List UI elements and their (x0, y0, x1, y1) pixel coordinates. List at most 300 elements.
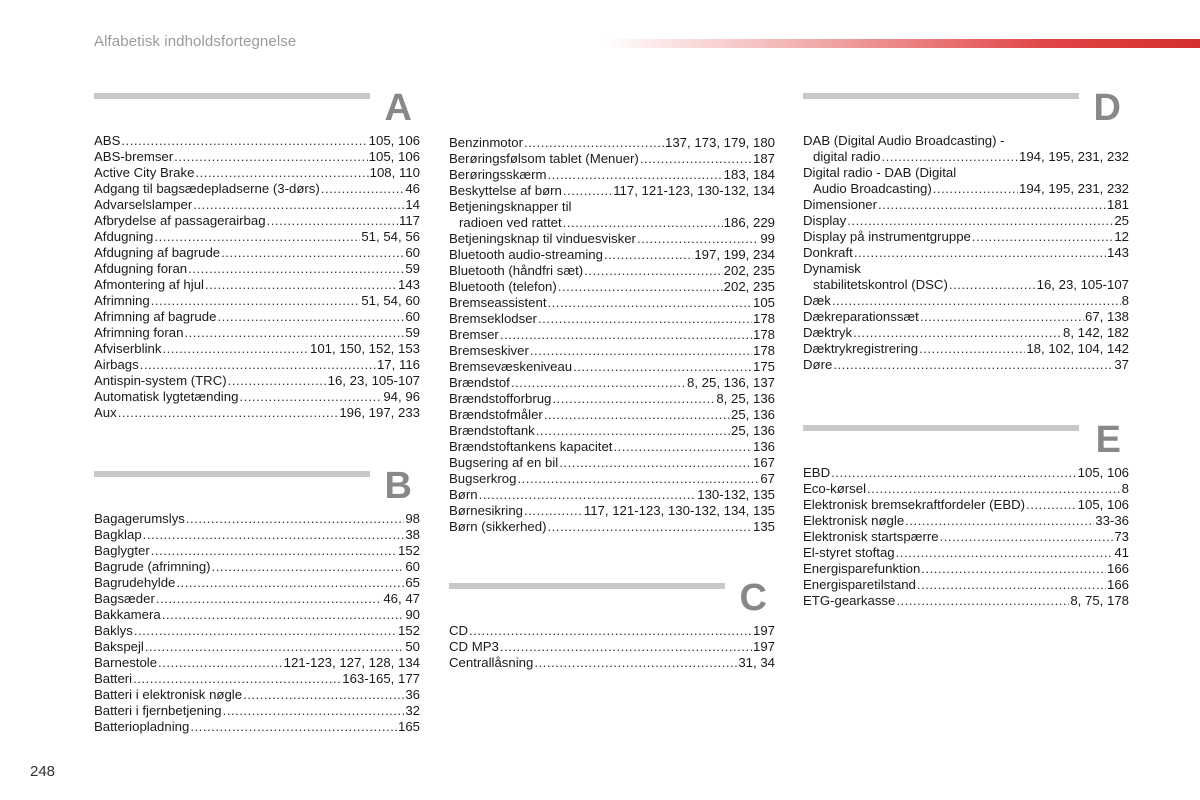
entry-pages: 165 (397, 719, 420, 734)
index-entry (94, 639, 420, 655)
entry-pages: 59 (405, 261, 420, 276)
index-entry (803, 213, 1129, 229)
section-header (803, 87, 1129, 137)
dot-leader (221, 245, 404, 261)
entry-pages: 31, 34 (738, 655, 775, 670)
dot-leader (145, 639, 404, 655)
entry-term: Centrallåsning (449, 655, 534, 670)
entry-term: Brændstofmåler (449, 407, 543, 422)
entry-pages: 8 (1121, 481, 1129, 496)
entry-term: Bakspejl (94, 639, 144, 654)
entry-term: Bagklap (94, 527, 142, 542)
dot-leader (134, 623, 397, 639)
index-entry (94, 181, 420, 197)
dot-leader (511, 375, 686, 391)
entry-pages: 12 (1114, 229, 1129, 244)
index-entry (803, 325, 1129, 341)
index-entry (94, 341, 420, 357)
dot-leader (604, 247, 693, 263)
entry-pages: 152 (397, 623, 420, 638)
entry-pages: 101, 150, 152, 153 (310, 341, 420, 356)
entry-pages: 105, 106 (1077, 465, 1129, 480)
index-entry (94, 165, 420, 181)
index-entry (449, 487, 775, 503)
section-letter: D (1093, 87, 1121, 129)
entry-list (94, 511, 420, 735)
entry-term: Baklys (94, 623, 133, 638)
entry-term: ABS-bremser (94, 149, 174, 164)
dot-leader (538, 311, 752, 327)
index-section-e (803, 419, 1129, 609)
entry-term: Bluetooth (telefon) (449, 279, 557, 294)
index-entry (94, 245, 420, 261)
index-entry (803, 341, 1129, 357)
index-entry (449, 423, 775, 439)
dot-leader (524, 135, 664, 151)
entry-term: Bluetooth audio-streaming (449, 247, 603, 262)
entry-pages: 46, 47 (383, 591, 420, 606)
section-header (94, 87, 420, 137)
index-entry (449, 327, 775, 343)
dot-leader (867, 481, 1121, 497)
entry-term: Betjeningsknap til vinduesvisker (449, 231, 636, 246)
dot-leader (1026, 497, 1077, 513)
index-entry (803, 261, 1129, 293)
entry-term: Dæktrykregistrering (803, 341, 919, 356)
dot-leader (547, 519, 752, 535)
entry-term: Bluetooth (håndfri sæt) (449, 263, 584, 278)
dot-leader (140, 357, 376, 373)
entry-pages: 202, 235 (723, 263, 775, 278)
entry-subterm: radioen ved rattet (459, 215, 562, 230)
index-section-a (94, 87, 420, 421)
index-entry (94, 213, 420, 229)
entry-pages: 25 (1114, 213, 1129, 228)
entry-pages: 105, 106 (368, 149, 420, 164)
index-entry (94, 575, 420, 591)
entry-pages: 90 (405, 607, 420, 622)
entry-pages: 16, 23, 105-107 (327, 373, 420, 388)
entry-pages: 65 (405, 575, 420, 590)
entry-pages: 197 (752, 623, 775, 638)
dot-leader (217, 309, 404, 325)
dot-leader (558, 279, 723, 295)
index-entry (803, 245, 1129, 261)
entry-pages: 166 (1106, 577, 1129, 592)
dot-leader (193, 197, 404, 213)
index-entry (94, 623, 420, 639)
dot-leader (853, 325, 1062, 341)
entry-pages: 117, 121-123, 130-132, 134, 135 (583, 503, 775, 518)
dot-leader (563, 215, 723, 231)
entry-pages: 51, 54, 56 (361, 229, 420, 244)
dot-leader (640, 151, 752, 167)
entry-term: Bagrude (afrimning) (94, 559, 211, 574)
section-header (449, 577, 775, 627)
index-entry (449, 455, 775, 471)
index-entry (94, 197, 420, 213)
index-entry (94, 655, 420, 671)
dot-leader (881, 149, 1018, 165)
entry-pages: 121-123, 127, 128, 134 (283, 655, 420, 670)
entry-term: Brændstoftankens kapacitet (449, 439, 613, 454)
section-letter: E (1095, 419, 1121, 461)
index-entry (94, 671, 420, 687)
index-entry (803, 481, 1129, 497)
entry-term: Bremsevæskeniveau (449, 359, 573, 374)
entry-pages: 46 (405, 181, 420, 196)
dot-leader (547, 295, 752, 311)
entry-term: Bugsering af en bil (449, 455, 559, 470)
entry-term: Airbags (94, 357, 139, 372)
dot-leader (905, 513, 1094, 529)
entry-term: Brændstof (449, 375, 510, 390)
entry-pages: 67 (760, 471, 775, 486)
entry-term: Afmontering af hjul (94, 277, 204, 292)
section-letter: C (739, 577, 767, 619)
section-letter: B (384, 465, 412, 507)
dot-leader (833, 357, 1113, 373)
index-entry (803, 545, 1129, 561)
entry-list (449, 135, 775, 535)
index-section-c (449, 577, 775, 671)
entry-term: Afrimning foran (94, 325, 184, 340)
index-entry (94, 703, 420, 719)
index-entry (449, 655, 775, 671)
dot-leader (184, 325, 404, 341)
dot-leader (524, 503, 583, 519)
entry-pages: 175 (752, 359, 775, 374)
entry-term: Bugserkrog (449, 471, 517, 486)
dot-leader (637, 231, 759, 247)
entry-continuation (803, 277, 1129, 293)
dot-leader (239, 389, 382, 405)
index-entry (94, 719, 420, 735)
header-accent-bar (600, 39, 1200, 48)
entry-pages: 18, 102, 104, 142 (1026, 341, 1129, 356)
entry-term: DAB (Digital Audio Broadcasting) - (803, 133, 1005, 148)
entry-term: Display (803, 213, 847, 228)
dot-leader (544, 407, 730, 423)
dot-leader (188, 261, 404, 277)
dot-leader (190, 719, 397, 735)
dot-leader (949, 277, 1036, 293)
entry-pages: 8, 25, 136 (716, 391, 775, 406)
index-entry (449, 199, 775, 231)
entry-pages: 98 (405, 511, 420, 526)
index-entry (449, 439, 775, 455)
entry-subterm: digital radio (813, 149, 881, 164)
entry-pages: 17, 116 (376, 357, 420, 372)
entry-term: Afbrydelse af passagerairbag (94, 213, 266, 228)
dot-leader (151, 293, 361, 309)
index-entry (803, 593, 1129, 609)
entry-term: Brændstoftank (449, 423, 535, 438)
dot-leader (162, 341, 309, 357)
entry-pages: 117 (398, 213, 420, 228)
entry-term: Batteri (94, 671, 133, 686)
entry-pages: 36 (405, 687, 420, 702)
entry-term: EBD (803, 465, 831, 480)
entry-list (803, 133, 1129, 373)
section-header (94, 465, 420, 515)
entry-pages: 186, 229 (723, 215, 775, 230)
index-entry (803, 577, 1129, 593)
entry-term: Afrimning af bagrude (94, 309, 217, 324)
entry-term: Elektronisk nøgle (803, 513, 905, 528)
entry-term: Bagagerumslys (94, 511, 185, 526)
entry-term: Døre (803, 357, 833, 372)
dot-leader (243, 687, 404, 703)
dot-leader (972, 229, 1113, 245)
index-entry (94, 389, 420, 405)
entry-continuation (803, 181, 1129, 197)
index-entry (449, 135, 775, 151)
entry-pages: 130-132, 135 (697, 487, 775, 502)
index-entry (449, 343, 775, 359)
index-entry (94, 325, 420, 341)
entry-term: Børn (449, 487, 478, 502)
index-entry (449, 503, 775, 519)
entry-pages: 60 (405, 245, 420, 260)
entry-term: ETG-gearkasse (803, 593, 896, 608)
index-entry (449, 391, 775, 407)
dot-leader (847, 213, 1113, 229)
entry-term: Batteri i fjernbetjening (94, 703, 222, 718)
entry-pages: 163-165, 177 (342, 671, 420, 686)
index-entry (449, 263, 775, 279)
index-entry (94, 293, 420, 309)
entry-pages: 137, 173, 179, 180 (665, 135, 775, 150)
dot-leader (530, 343, 752, 359)
entry-pages: 117, 121-123, 130-132, 134 (613, 183, 775, 198)
entry-term: Bremseklodser (449, 311, 537, 326)
entry-pages: 105, 106 (1077, 497, 1129, 512)
entry-pages: 41 (1114, 545, 1129, 560)
entry-pages: 194, 195, 231, 232 (1019, 149, 1129, 164)
entry-pages: 14 (405, 197, 420, 212)
entry-pages: 197, 199, 234 (694, 247, 775, 262)
entry-term: CD MP3 (449, 639, 499, 654)
entry-list (94, 133, 420, 421)
entry-term: Energisparetilstand (803, 577, 916, 592)
entry-subterm: Audio Broadcasting) (813, 181, 932, 196)
entry-term: Afrimning (94, 293, 150, 308)
entry-pages: 187 (752, 151, 775, 166)
page-header-title: Alfabetisk indholdsfortegnelse (94, 33, 297, 50)
index-entry (94, 543, 420, 559)
dot-leader (223, 703, 405, 719)
entry-pages: 136 (752, 439, 775, 454)
index-entry (449, 359, 775, 375)
index-section-b-continued (449, 135, 775, 535)
dot-leader (154, 229, 360, 245)
dot-leader (552, 391, 715, 407)
dot-leader (563, 183, 612, 199)
dot-leader (500, 327, 752, 343)
dot-leader (854, 245, 1106, 261)
entry-pages: 181 (1106, 197, 1129, 212)
entry-term: Antispin-system (TRC) (94, 373, 227, 388)
entry-pages: 67, 138 (1085, 309, 1129, 324)
entry-term: Bagsæder (94, 591, 155, 606)
entry-term: Display på instrumentgruppe (803, 229, 971, 244)
section-divider (449, 583, 725, 589)
entry-term: Bremseassistent (449, 295, 547, 310)
entry-term: Berøringsfølsom tablet (Menuer) (449, 151, 639, 166)
dot-leader (584, 263, 723, 279)
entry-pages: 178 (752, 311, 775, 326)
entry-pages: 33-36 (1095, 513, 1129, 528)
entry-pages: 135 (752, 519, 775, 534)
entry-term: Active City Brake (94, 165, 195, 180)
dot-leader (205, 277, 397, 293)
entry-term: Bremseskiver (449, 343, 529, 358)
entry-term: El-styret stoftag (803, 545, 895, 560)
entry-term: Advarselslamper (94, 197, 193, 212)
dot-leader (479, 487, 697, 503)
index-entry (94, 607, 420, 623)
entry-term: Dækreparationssæt (803, 309, 919, 324)
index-entry (94, 405, 420, 421)
index-entry (803, 561, 1129, 577)
entry-pages: 197 (752, 639, 775, 654)
entry-list (449, 623, 775, 671)
entry-pages: 105 (752, 295, 775, 310)
dot-leader (534, 655, 737, 671)
index-entry (449, 183, 775, 199)
entry-pages: 105, 106 (368, 133, 420, 148)
index-entry (803, 197, 1129, 213)
entry-term: Dynamisk (803, 261, 861, 276)
entry-pages: 194, 195, 231, 232 (1019, 181, 1129, 196)
section-divider (803, 425, 1079, 431)
entry-term: Beskyttelse af børn (449, 183, 562, 198)
dot-leader (267, 213, 398, 229)
index-entry (94, 373, 420, 389)
index-entry (449, 247, 775, 263)
index-entry (94, 559, 420, 575)
entry-pages: 60 (405, 559, 420, 574)
entry-term: Afdugning (94, 229, 154, 244)
dot-leader (162, 607, 405, 623)
entry-term: Barnestole (94, 655, 158, 670)
entry-subterm: stabilitetskontrol (DSC) (813, 277, 948, 292)
entry-term: Dæktryk (803, 325, 853, 340)
dot-leader (500, 639, 752, 655)
index-entry (94, 687, 420, 703)
index-entry (449, 407, 775, 423)
entry-term: Dimensioner (803, 197, 878, 212)
entry-pages: 196, 197, 233 (339, 405, 420, 420)
index-section-b (94, 465, 420, 735)
dot-leader (176, 575, 404, 591)
index-entry (94, 149, 420, 165)
entry-term: Elektronisk bremsekraftfordeler (EBD) (803, 497, 1026, 512)
entry-term: Bakkamera (94, 607, 161, 622)
index-entry (803, 497, 1129, 513)
index-entry (94, 277, 420, 293)
index-entry (803, 293, 1129, 309)
dot-leader (158, 655, 283, 671)
entry-pages: 108, 110 (369, 165, 420, 180)
index-entry (803, 529, 1129, 545)
index-entry (449, 151, 775, 167)
index-entry (449, 279, 775, 295)
index-entry (449, 375, 775, 391)
entry-term: Benzinmotor (449, 135, 524, 150)
entry-pages: 99 (760, 231, 775, 246)
entry-term: Digital radio - DAB (Digital (803, 165, 957, 180)
dot-leader (920, 309, 1084, 325)
dot-leader (921, 561, 1106, 577)
index-entry (449, 167, 775, 183)
entry-pages: 143 (397, 277, 420, 292)
entry-term: Afdugning af bagrude (94, 245, 221, 260)
entry-term: Afdugning foran (94, 261, 188, 276)
section-letter: A (384, 87, 412, 129)
entry-term: Automatisk lygtetænding (94, 389, 239, 404)
entry-term: ABS (94, 133, 121, 148)
entry-term: Afviserblink (94, 341, 162, 356)
index-entry (94, 527, 420, 543)
entry-term: Berøringsskærm (449, 167, 547, 182)
entry-term: Bagrudehylde (94, 575, 176, 590)
index-entry (94, 309, 420, 325)
entry-pages: 8, 142, 182 (1063, 325, 1129, 340)
dot-leader (174, 149, 368, 165)
entry-pages: 32 (405, 703, 420, 718)
entry-continuation (803, 149, 1129, 165)
entry-pages: 38 (405, 527, 420, 542)
dot-leader (156, 591, 382, 607)
dot-leader (917, 577, 1106, 593)
entry-pages: 178 (752, 327, 775, 342)
dot-leader (547, 167, 722, 183)
index-entry (803, 229, 1129, 245)
index-entry (449, 639, 775, 655)
entry-term: Batteri i elektronisk nøgle (94, 687, 243, 702)
index-section-d (803, 87, 1129, 373)
entry-pages: 8, 75, 178 (1070, 593, 1129, 608)
index-entry (803, 309, 1129, 325)
index-entry (803, 513, 1129, 529)
index-entry (803, 165, 1129, 197)
index-entry (94, 357, 420, 373)
index-entry (94, 591, 420, 607)
entry-pages: 8 (1121, 293, 1129, 308)
index-entry (449, 295, 775, 311)
dot-leader (195, 165, 368, 181)
section-divider (803, 93, 1079, 99)
index-entry (94, 229, 420, 245)
entry-term: Baglygter (94, 543, 150, 558)
index-entry (449, 519, 775, 535)
dot-leader (933, 181, 1018, 197)
entry-pages: 50 (405, 639, 420, 654)
entry-pages: 8, 25, 136, 137 (687, 375, 775, 390)
dot-leader (919, 341, 1025, 357)
entry-pages: 152 (397, 543, 420, 558)
entry-pages: 183, 184 (723, 167, 775, 182)
entry-term: Aux (94, 405, 117, 420)
entry-pages: 25, 136 (731, 407, 775, 422)
page-number: 248 (30, 763, 56, 780)
dot-leader (228, 373, 327, 389)
entry-term: Betjeningsknapper til (449, 199, 572, 214)
entry-pages: 51, 54, 60 (361, 293, 420, 308)
dot-leader (151, 543, 397, 559)
